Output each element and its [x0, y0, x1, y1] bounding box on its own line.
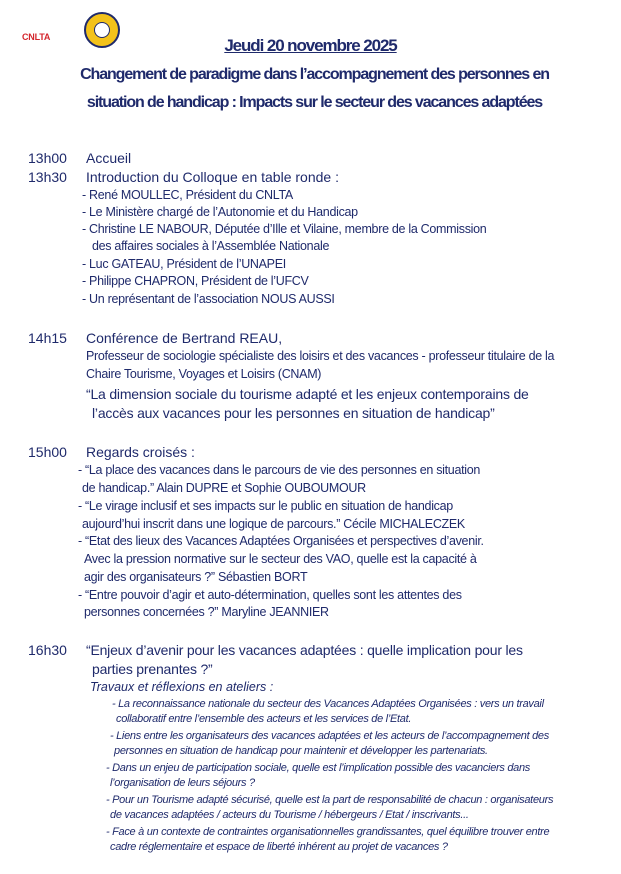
- workshop-line: - La reconnaissance nationale du secteur des Vacances Adaptées Organisées : vers un travail: [112, 698, 544, 710]
- talk-line: - “Le virage inclusif et ses impacts sur le public en situation de handicap: [78, 499, 453, 513]
- time-13h00: 13h00: [28, 150, 67, 166]
- time-15h00: 15h00: [28, 444, 67, 460]
- time-16h30: 16h30: [28, 642, 67, 658]
- speaker-line: - Christine LE NABOUR, Députée d’Ille et Vilaine, membre de la Commission: [82, 222, 487, 236]
- talk-line: de handicap.” Alain DUPRE et Sophie OUBOUMOUR: [82, 481, 366, 495]
- session-title-enjeux: parties prenantes ?”: [92, 661, 213, 677]
- session-title-introduction: Introduction du Colloque en table ronde :: [86, 169, 339, 185]
- workshop-line: collaboratif entre l’ensemble des acteurs et les services de l’Etat.: [116, 713, 412, 725]
- workshop-line: - Pour un Tourisme adapté sécurisé, quelle est la part de responsabilité de chacun : organisateurs: [106, 794, 554, 806]
- speaker-line: - René MOULLEC, Président du CNLTA: [82, 188, 293, 202]
- session-title-enjeux: “Enjeux d’avenir pour les vacances adaptées : quelle implication pour les: [86, 642, 523, 658]
- conference-quote: l’accès aux vacances pour les personnes en situation de handicap”: [92, 405, 495, 421]
- speaker-line: - Le Ministère chargé de l’Autonomie et du Handicap: [82, 205, 358, 219]
- workshop-line: - Face à un contexte de contraintes organisationnelles grandissantes, quel équilibre trouver entre: [106, 826, 550, 838]
- talk-line: Avec la pression normative sur le secteur des VAO, quelle est la capacité à: [84, 552, 477, 566]
- cnlta-logo: CNLTA: [22, 32, 51, 42]
- speaker-line: - Luc GATEAU, Président de l’UNAPEI: [82, 257, 286, 271]
- workshop-line: - Dans un enjeu de participation sociale, quelle est l’implication possible des vacanciers dans: [106, 762, 530, 774]
- speaker-line: des affaires sociales à l’Assemblée Nationale: [92, 239, 330, 253]
- speaker-line: - Un représentant de l’association NOUS AUSSI: [82, 292, 335, 306]
- talk-line: - “Etat des lieux des Vacances Adaptées Organisées et perspectives d’avenir.: [78, 534, 484, 548]
- event-title-line-1: Changement de paradigme dans l’accompagnement des personnes en: [80, 66, 549, 83]
- session-title-accueil: Accueil: [86, 150, 132, 166]
- workshop-line: l’organisation de leurs séjours ?: [110, 777, 255, 789]
- conference-quote: “La dimension sociale du tourisme adapté et les enjeux contemporains de: [86, 386, 529, 402]
- workshop-line: de vacances adaptées / acteurs du Tourisme / hébergeurs / Etat / inscrivants...: [110, 809, 469, 821]
- workshop-line: - Liens entre les organisateurs des vacances adaptées et les acteurs de l’accompagnement des: [110, 730, 549, 742]
- session-title-conference: Conférence de Bertrand REAU,: [86, 330, 283, 346]
- event-title-line-2: situation de handicap : Impacts sur le secteur des vacances adaptées: [86, 94, 543, 111]
- talk-line: - “La place des vacances dans le parcours de vie des personnes en situation: [78, 463, 481, 477]
- time-14h15: 14h15: [28, 330, 67, 346]
- speaker-description: Chaire Tourisme, Voyages et Loisirs (CNAM): [86, 367, 322, 381]
- talk-line: personnes concernées ?” Maryline JEANNIER: [84, 605, 329, 619]
- talk-line: - “Entre pouvoir d’agir et auto-détermination, quelles sont les attentes des: [78, 588, 462, 602]
- workshop-line: personnes en situation de handicap pour maintenir et développer les partenariats.: [114, 745, 488, 757]
- speaker-line: - Philippe CHAPRON, Président de l’UFCV: [82, 274, 309, 288]
- session-title-regards: Regards croisés :: [86, 444, 195, 460]
- event-date: Jeudi 20 novembre 2025: [224, 36, 397, 55]
- talk-line: aujourd’hui inscrit dans une logique de parcours.” Cécile MICHALECZEK: [82, 517, 465, 531]
- time-13h30: 13h30: [28, 169, 67, 185]
- workshop-line: cadre réglementaire et espace de liberté inhérent au projet de vacances ?: [110, 841, 448, 853]
- talk-line: agir des organisateurs ?” Sébastien BORT: [84, 570, 308, 584]
- workshops-heading: Travaux et réflexions en ateliers :: [90, 680, 274, 694]
- speaker-description: Professeur de sociologie spécialiste des loisirs et des vacances - professeur titulaire de la: [86, 349, 555, 363]
